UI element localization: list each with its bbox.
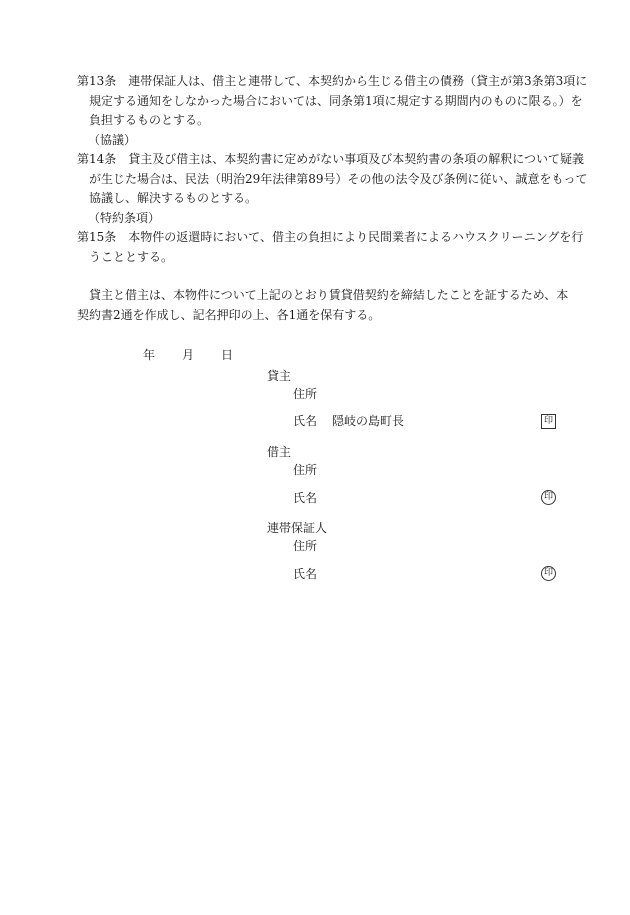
address-label: 住所 <box>293 539 318 553</box>
seal-circle-icon: 印 <box>541 566 556 581</box>
party-role: 借主 <box>267 445 292 459</box>
seal-circle-icon: 印 <box>541 490 556 505</box>
address-label: 住所 <box>293 387 318 401</box>
closing-statement: 貸主と借主は、本物件について上記のとおり賃貸借契約を締結したことを証するため、本契約書2通を作成し、記名押印の上、各1通を保有する。 <box>77 288 569 322</box>
article-14-heading: （協議） <box>88 133 137 147</box>
name-label: 氏名 <box>293 567 318 581</box>
date-day-label: 日 <box>221 348 234 362</box>
article-15-heading: （特約条項） <box>88 211 161 225</box>
date-year-label: 年 <box>143 348 156 362</box>
seal-square-icon: 印 <box>541 414 556 429</box>
name-label: 氏名 <box>293 414 318 428</box>
party-role: 連帯保証人 <box>267 521 328 535</box>
name-value: 隠岐の島町長 <box>332 414 405 428</box>
date-month-label: 月 <box>182 348 195 362</box>
name-label: 氏名 <box>293 491 318 505</box>
party-role: 貸主 <box>267 369 292 383</box>
article-13: 第13条 連帯保証人は、借主と連帯して、本契約から生じる借主の債務（貸主が第3条第3項に規定する通知をしなかった場合においては、同条第1項に規定する期間内のものに限る。）を負担するものとする。 <box>77 74 588 127</box>
article-14: 第14条 貸主及び借主は、本契約書に定めがない事項及び本契約書の条項の解釈について疑義が生じた場合は、民法（明治29年法律第89号）その他の法令及び条例に従い、誠意をもって協議し、解決するものとする。 <box>77 152 588 205</box>
article-15: 第15条 本物件の返還時において、借主の負担により民間業者によるハウスクリーニングを行うこととする。 <box>77 230 584 264</box>
address-label: 住所 <box>293 463 318 477</box>
